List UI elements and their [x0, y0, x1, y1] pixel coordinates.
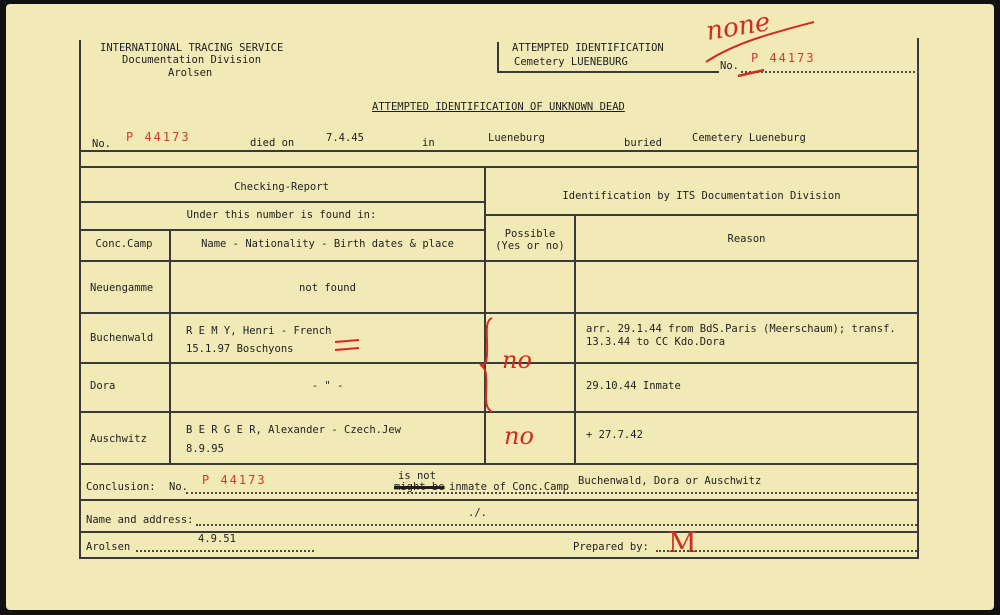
- row-possible-no: no: [504, 422, 534, 450]
- conclusion-label: Conclusion:: [86, 481, 156, 493]
- frame-bottom: [79, 557, 919, 559]
- attempt-label: ATTEMPTED IDENTIFICATION: [512, 42, 664, 54]
- document-title: ATTEMPTED IDENTIFICATION OF UNKNOWN DEAD: [372, 101, 625, 113]
- prepared-by-dots: [656, 550, 917, 552]
- died-value: 7.4.45: [326, 132, 364, 144]
- row-name-line1: B E R G E R, Alexander - Czech.Jew: [186, 424, 401, 436]
- frame-right: [917, 38, 919, 558]
- org-division: Documentation Division: [122, 54, 262, 66]
- row-camp: Neuengamme: [90, 282, 154, 294]
- checking-report-header: Checking-Report: [234, 181, 329, 193]
- col-divider-camp: [169, 229, 171, 464]
- note-underline: [696, 12, 826, 82]
- record-no-label: No.: [92, 138, 111, 150]
- in-label: in: [422, 137, 435, 149]
- header-no-label: No.: [720, 60, 739, 72]
- identification-header: Identification by ITS Documentation Division: [562, 190, 841, 202]
- col-name-header: Name - Nationality - Birth dates & place: [201, 238, 454, 250]
- row-name-line1: not found: [299, 282, 356, 294]
- row-reason-line1: + 27.7.42: [586, 429, 643, 441]
- prepared-by-initials: M: [668, 526, 697, 559]
- col-camp-header: Conc.Camp: [95, 238, 153, 250]
- name-address-dots: [196, 524, 917, 526]
- row-camp: Dora: [90, 380, 116, 392]
- col-possible-header-2: (Yes or no): [495, 240, 565, 252]
- frame-left: [79, 40, 81, 558]
- col-divider-possible: [574, 215, 576, 464]
- row-reason-line2: 13.3.44 to CC Kdo.Dora: [586, 336, 726, 348]
- row-camp: Auschwitz: [90, 433, 147, 445]
- col-reason-header: Reason: [727, 233, 766, 245]
- org-name: INTERNATIONAL TRACING SERVICE: [100, 42, 284, 54]
- buried-value: Cemetery Lueneburg: [692, 132, 806, 144]
- conclusion-no-label: No.: [169, 481, 188, 493]
- row-line-3: [79, 229, 485, 231]
- row-line-2: [485, 214, 919, 216]
- footer-place: Arolsen: [86, 541, 131, 553]
- in-value: Lueneburg: [488, 132, 545, 144]
- record-no-value: P 44173: [126, 130, 191, 144]
- attempt-box-bottom: [497, 71, 719, 73]
- conclusion-line: [79, 499, 919, 501]
- row-reason-line1: 29.10.44 Inmate: [586, 380, 681, 392]
- conclusion-no-value: P 44173: [202, 473, 267, 487]
- name-address-label: Name and address:: [86, 514, 194, 526]
- header-no-value: P 44173: [751, 51, 816, 65]
- document-card: [6, 4, 994, 610]
- row-name-line2: 8.9.95: [186, 443, 224, 455]
- name-address-value: ./.: [468, 507, 487, 519]
- conclusion-is-not: is not: [398, 470, 436, 482]
- row-name-line1: R E M Y, Henri - French: [186, 325, 332, 337]
- grouping-brace-icon: [478, 314, 500, 414]
- conclusion-dots: [186, 492, 917, 494]
- cemetery-label: Cemetery LUENEBURG: [514, 56, 628, 68]
- handwritten-note: none: [704, 7, 773, 47]
- row-name-line1: - " -: [311, 380, 344, 392]
- under-number-header: Under this number is found in:: [186, 209, 377, 221]
- table-bottom-line: [79, 463, 919, 465]
- row-line-4: [79, 260, 919, 262]
- attempt-box-left: [497, 42, 499, 72]
- conclusion-inmate-text: inmate of Conc.Camp: [449, 481, 570, 493]
- org-city: Arolsen: [168, 67, 213, 79]
- conclusion-struck-text: might be: [394, 481, 445, 493]
- row-name-line2: 15.1.97 Boschyons: [186, 343, 294, 355]
- row-camp: Buchenwald: [90, 332, 154, 344]
- prepared-by-label: Prepared by:: [573, 541, 649, 553]
- footer-date: 4.9.51: [198, 533, 236, 545]
- died-label: died on: [250, 137, 295, 149]
- footer-date-dots: [136, 550, 314, 552]
- conclusion-camps: Buchenwald, Dora or Auschwitz: [578, 475, 762, 487]
- row-reason-line1: arr. 29.1.44 from BdS.Paris (Meerschaum); transf.: [586, 323, 896, 335]
- nationality-double-underline: [332, 337, 362, 355]
- col-possible-header-1: Possible: [504, 228, 556, 240]
- row-possible-no: no: [502, 346, 532, 374]
- table-top-line: [79, 166, 919, 168]
- buried-label: buried: [624, 137, 662, 149]
- row-line-1: [79, 201, 485, 203]
- record-line: [79, 150, 919, 152]
